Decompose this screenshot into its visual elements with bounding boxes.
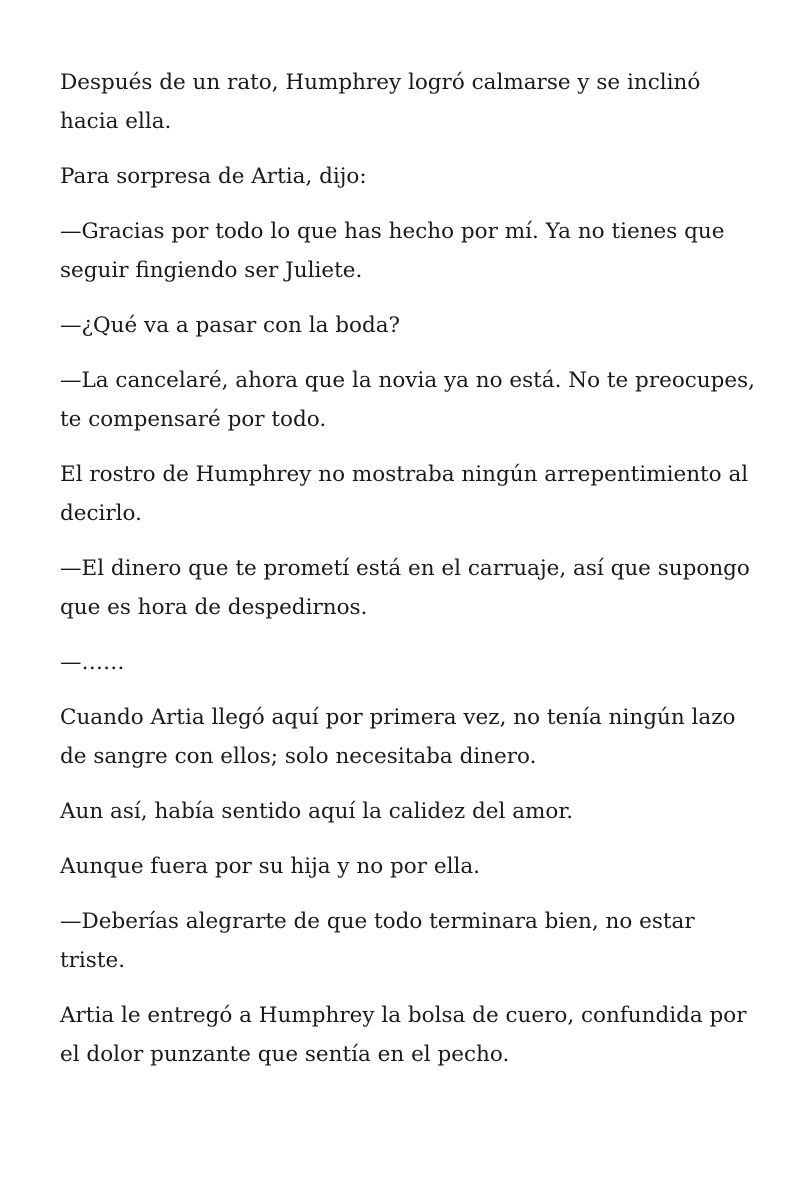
paragraph: —La cancelaré, ahora que la novia ya no está. No te preocupes, te compensaré por todo. [60, 368, 756, 432]
paragraph: Después de un rato, Humphrey logró calmarse y se inclinó hacia ella. [60, 70, 701, 134]
paragraph: Artia le entregó a Humphrey la bolsa de cuero, confundida por el dolor punzante que sentía en el pecho. [60, 1003, 747, 1067]
paragraph: —Deberías alegrarte de que todo terminara bien, no estar triste. [60, 909, 695, 973]
paragraph: —¿Qué va a pasar con la boda? [60, 313, 401, 338]
paragraph: —…… [60, 650, 125, 675]
paragraph: Cuando Artia llegó aquí por primera vez, no tenía ningún lazo de sangre con ellos; solo necesitaba dinero. [60, 705, 736, 769]
paragraph: Para sorpresa de Artia, dijo: [60, 164, 367, 189]
paragraph: —El dinero que te prometí está en el carruaje, así que supongo que es hora de despedirnos. [60, 556, 750, 620]
paragraph: Aunque fuera por su hija y no por ella. [60, 854, 480, 879]
paragraph: El rostro de Humphrey no mostraba ningún arrepentimiento al decirlo. [60, 462, 749, 526]
paragraph: Aun así, había sentido aquí la calidez del amor. [60, 799, 574, 824]
paragraph: —Gracias por todo lo que has hecho por mí. Ya no tienes que seguir fingiendo ser Juliete. [60, 219, 725, 283]
